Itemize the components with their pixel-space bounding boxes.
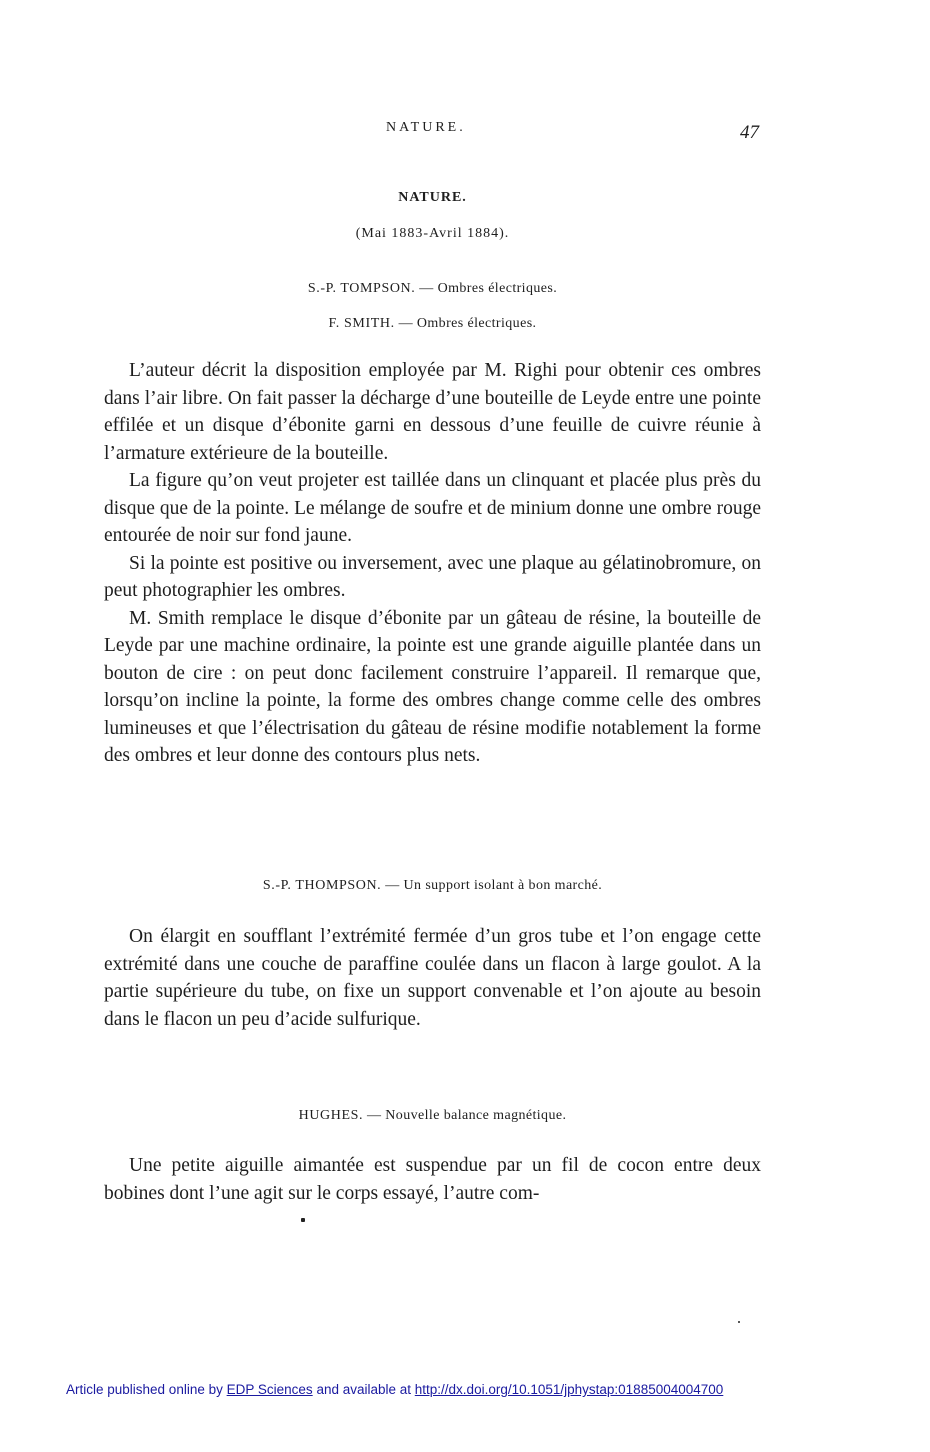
paragraph: On élargit en soufflant l’extrémité fermée d’un gros tube et l’on engage cette extrémité dans une couche de paraffine coulée dans un flacon à large goulot. A la partie supérieure du tube, on fixe un support convenable et l’on ajoute au besoin dans le flacon un peu d’acide sulfurique. (104, 926, 761, 1030)
entry-heading (0, 281, 865, 297)
entry-author: S.-P. THOMPSON. (262, 878, 382, 893)
doi-link[interactable]: http://dx.doi.org/10.1051/jphystap:01885004004700 (414, 1382, 724, 1397)
publication-footer (66, 1382, 723, 1397)
entry-heading (0, 878, 865, 894)
scan-speck (301, 1218, 305, 1222)
paragraph: Une petite aiguille aimantée est suspendue par un fil de cocon entre deux bobines dont l’une agit sur le corps essayé, l’autre com- (104, 1155, 761, 1204)
entry-author: HUGHES. (298, 1108, 364, 1123)
entry-title: — Nouvelle balance magnétique. (367, 1108, 567, 1123)
entry-title: — Ombres électriques. (398, 316, 537, 331)
journal-dates: (Mai 1883-Avril 1884). (355, 226, 510, 241)
paragraph: L’auteur décrit la disposition employée par M. Righi pour obtenir ces ombres dans l’air libre. On fait passer la décharge d’une bouteille de Leyde entre une pointe effilée et un disque d’ébonite garni en dessous d’une feuille de cuivre réunie à l’armature extérieure de la bouteille. (104, 360, 761, 464)
footer-middle: and available at (316, 1382, 412, 1397)
publisher-link[interactable]: EDP Sciences (226, 1382, 313, 1397)
paragraph: Si la pointe est positive ou inversement, avec une plaque au gélatinobromure, on peut photographier les ombres. (104, 552, 761, 601)
entry-heading (0, 316, 865, 332)
running-head: NATURE. (386, 120, 466, 135)
entry-title: — Ombres électriques. (419, 281, 558, 296)
entry-body (104, 923, 761, 1033)
entry-author: S.-P. TOMPSON. (307, 281, 416, 296)
footer-prefix: Article published online by (66, 1382, 223, 1397)
scan-speck (738, 1321, 740, 1323)
entry-body (104, 357, 761, 770)
entry-heading (0, 1108, 865, 1124)
paragraph: La figure qu’on veut projeter est taillée dans un clinquant et placée plus près du disque que de la pointe. Le mélange de soufre et de minium donne une ombre rouge entourée de noir sur fond jaune. (104, 470, 761, 546)
journal-title: NATURE. (398, 190, 467, 205)
paragraph: M. Smith remplace le disque d’ébonite par un gâteau de résine, la bouteille de Leyde par une machine ordinaire, la pointe est une grande aiguille plantée dans un bouton de cire : on peut donc facilement construire l’appareil. Il remarque que, lorsqu’on incline la pointe, la forme des ombres change comme celle des ombres lumineuses et que l’électrisation du gâteau de résine modifie notablement la forme des ombres et leur donne des contours plus nets. (104, 607, 761, 766)
page-number: 47 (740, 122, 759, 143)
entry-author: F. SMITH. (328, 316, 395, 331)
entry-body (104, 1152, 761, 1207)
entry-title: — Un support isolant à bon marché. (385, 878, 603, 893)
